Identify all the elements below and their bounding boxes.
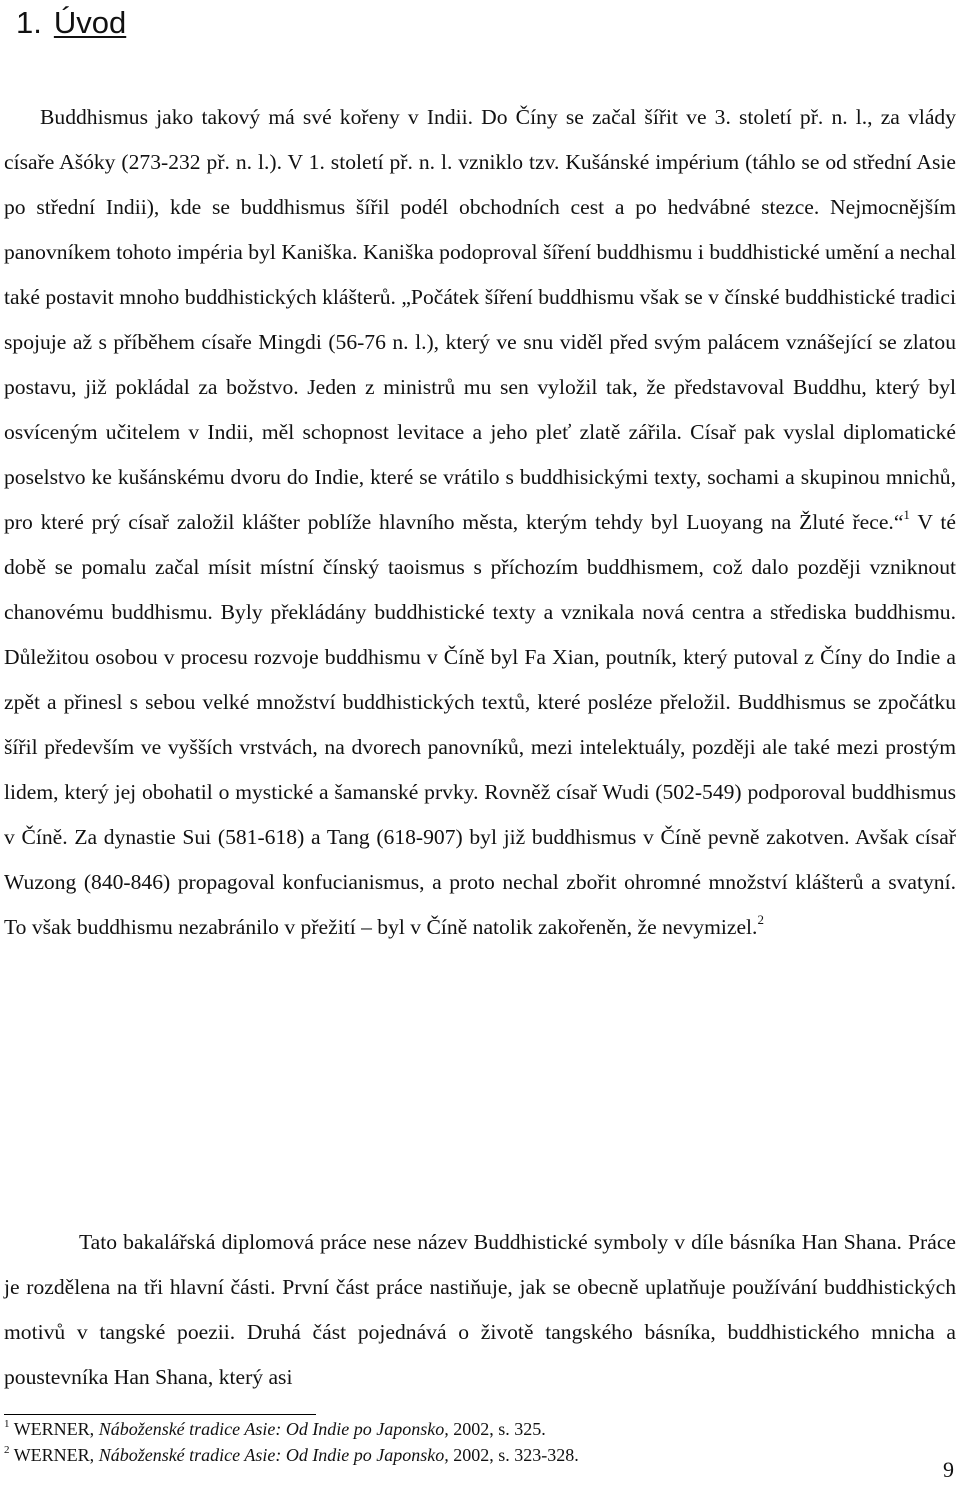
- paragraph-intro-text-a: Buddhismus jako takový má své kořeny v Indii. Do Číny se začal šířit ve 3. století př. n. l., za vlády císaře Ašóky (273-232 př. n. l.). V 1. století př. n. l. vzniklo tzv. Kušánské impérium (táhlo se od střední Asie po střední Indii), kde se buddhismus šířil podél obchodních cest a po hedvábné stezce. Nejmocnějším panovníkem tohoto impéria byl Kaniška. Kaniška podoproval šíření buddhismu i buddhistické umění a nechal také postavit mnoho buddhistických klášterů. „Počátek šíření buddhismu však se v čínské buddhistické tradici spojuje až s příběhem císaře Mingdi (56-76 n. l.), který ve snu viděl před svým palácem vznášející se zlatou postavu, již pokládal za božstvo. Jeden z ministrů mu sen vyložil tak, že představoval Buddhu, který byl osvíceným učitelem v Indii, měl schopnost levitace a jeho pleť zlatě zářila. Císař pak vyslal diplomatické poselstvo ke kušánskému dvoru do Indie, které se vrátilo s buddhisickými texty, sochami a skupinou mnichů, pro které prý císař založil klášter poblíže hlavního města, kterým tehdy byl Luoyang na Žluté řece.“: [4, 105, 956, 534]
- footnotes: [4, 1416, 944, 1468]
- footnote-ref-1[interactable]: 1: [903, 507, 910, 522]
- paragraph-intro-text-b: V té době se pomalu začal mísit místní čínský taoismus s příchozím buddhismem, což dalo později vzniknout chanovému buddhismu. Byly překládány buddhistické texty a vznikala nová centra a střediska buddhismu. Důležitou osobou v procesu rozvoje buddhismu v Číně byl Fa Xian, poutník, který putoval z Číny do Indie a zpět a přinesl s sebou velké množství buddhistických textů, které posléze přeložil. Buddhismus se zpočátku šířil především ve vyšších vrstvách, na dvorech panovníků, mezi intelektuály, později ale také mezi prostým lidem, který jej obohatil o mystické a šamanské prvky. Rovněž císař Wudi (502-549) podporoval buddhismus v Číně. Za dynastie Sui (581-618) a Tang (618-907) byl již buddhismus v Číně pevně zakotven. Avšak císař Wuzong (840-846) propagoval konfucianismus, a proto nechal zbořit ohromné množství klášterů a svatyní. To však buddhismu nezabránilo v přežití – byl v Číně natolik zakořeněn, že nevymizel.: [4, 510, 956, 939]
- footnote-2-mark: 2: [4, 1444, 10, 1456]
- footnote-1: [4, 1416, 944, 1442]
- paragraph-thesis-text: Tato bakalářská diplomová práce nese název Buddhistické symboly v díle básníka Han Shana. Práce je rozdělena na tři hlavní části. První část práce nastiňuje, jak se obecně uplatňuje používání buddhistických motivů v tangské poezii. Druhá část pojednává o životě tangského básníka, buddhistického mnicha a poustevníka Han Shana, který asi: [4, 1230, 956, 1389]
- footnote-1-rest: 2002, s. 325.: [453, 1419, 546, 1439]
- paragraph-intro: [4, 95, 956, 950]
- footnote-1-mark: 1: [4, 1418, 10, 1430]
- footnote-1-author: WERNER,: [13, 1419, 95, 1439]
- footnote-2: [4, 1442, 944, 1468]
- paragraph-thesis: [4, 1220, 956, 1400]
- footnote-2-author: WERNER,: [13, 1445, 95, 1465]
- chapter-heading: [16, 2, 126, 44]
- footnote-separator: [4, 1414, 316, 1415]
- chapter-number: 1.: [16, 5, 42, 40]
- chapter-title: Úvod: [53, 5, 127, 40]
- page-number: 9: [943, 1457, 954, 1482]
- footnote-1-title: Náboženské tradice Asie: Od Indie po Japonsko,: [98, 1419, 449, 1439]
- footnote-2-title: Náboženské tradice Asie: Od Indie po Japonsko,: [98, 1445, 449, 1465]
- footnote-ref-2[interactable]: 2: [757, 912, 764, 927]
- footnote-2-rest: 2002, s. 323-328.: [453, 1445, 579, 1465]
